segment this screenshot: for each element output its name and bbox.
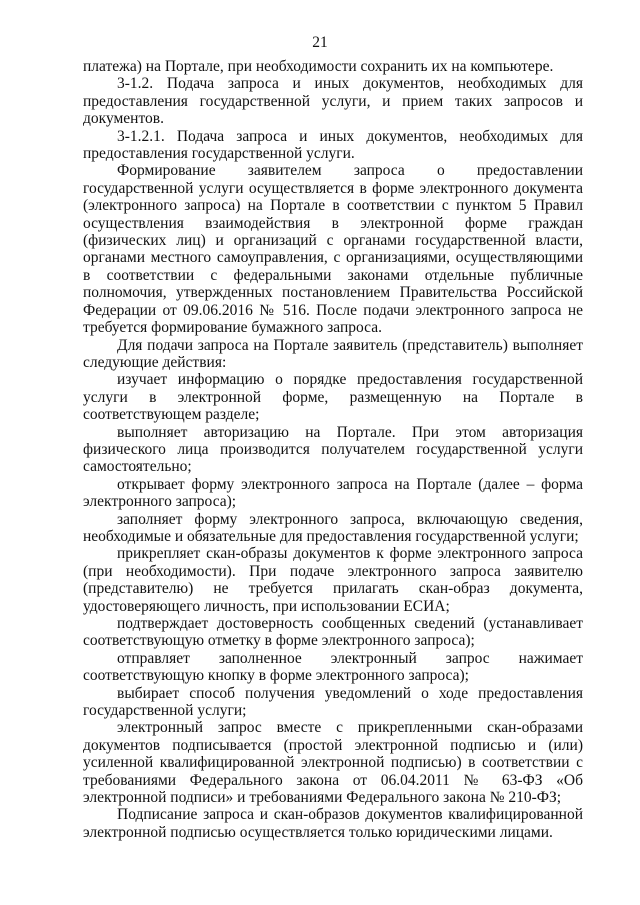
section-heading-3-1-2-1: 3-1.2.1. Подача запроса и иных документов, необходимых для предоставления государственной услуги.: [83, 127, 583, 163]
page-number: 21: [312, 34, 328, 51]
action-item-send: отправляет заполненное электронный запрос нажимает соответствующую кнопку в форме электронного запроса);: [83, 649, 583, 685]
action-item-fill-form: заполняет форму электронного запроса, включающую сведения, необходимые и обязательные для предоставления государственной услуги;: [83, 510, 583, 545]
paragraph-request-formation: Формирование заявителем запроса о предоставлении государственной услуги осуществляется в форме электронного документа (электронного запроса) на Портале в соответствии с пунктом 5 Правил осуществления взаимодействия в электронной форме граждан (физических лиц) и организаций с органами государственной власти, органами местного самоуправления, с организациями, осуществляющими в соответствии с федеральными законами отдельные публичные полномочия, утвержденных постановлением Правительства Российской Федерации от 09.06.2016 № 516. После подачи электронного запроса не требуется формирование бумажного запроса.: [83, 162, 583, 337]
document-body: [83, 58, 583, 841]
action-item-open-form: открывает форму электронного запроса на Портале (далее – форма электронного запроса);: [83, 475, 583, 511]
action-item-signing: электронный запрос вместе с прикрепленными скан-образами документов подписывается (простой электронной подписью и (или) усиленной квалифицированной электронной подписью) в соответствии с требованиями Федерального закона от 06.04.2011 № 63-ФЗ «Об электронной подписи» и требованиями Федерального закона № 210-ФЗ;: [83, 719, 583, 807]
action-item-confirm: подтверждает достоверность сообщенных сведений (устанавливает соответствующую отметку в форме электронного запроса);: [83, 615, 583, 650]
action-item-attach-scans: прикрепляет скан-образы документов к форме электронного запроса (при необходимости). При подаче электронного запроса заявителю (представителю) не требуется прилагать скан-образ документа, удостоверяющего личность, при использовании ЕСИА;: [83, 545, 583, 615]
action-item-study-info: изучает информацию о порядке предоставления государственной услуги в электронной форме, размещенную на Портале в соответствующем разделе;: [83, 371, 583, 424]
action-item-authorization: выполняет авторизацию на Портале. При этом авторизация физического лица производится получателем государственной услуги самостоятельно;: [83, 423, 583, 476]
paragraph-signing-legal-entities: Подписание запроса и скан-образов документов квалифицированной электронной подписью осуществляется только юридическими лицами.: [83, 806, 583, 841]
section-heading-3-1-2: 3-1.2. Подача запроса и иных документов, необходимых для предоставления государственной услуги, и прием таких запросов и документов.: [83, 75, 583, 128]
paragraph-continuation: платежа) на Портале, при необходимости сохранить их на компьютере.: [83, 58, 554, 75]
action-item-notification-method: выбирает способ получения уведомлений о ходе предоставления государственной услуги;: [83, 684, 583, 720]
paragraph-actions-intro: Для подачи запроса на Портале заявитель (представитель) выполняет следующие действия:: [83, 336, 583, 371]
